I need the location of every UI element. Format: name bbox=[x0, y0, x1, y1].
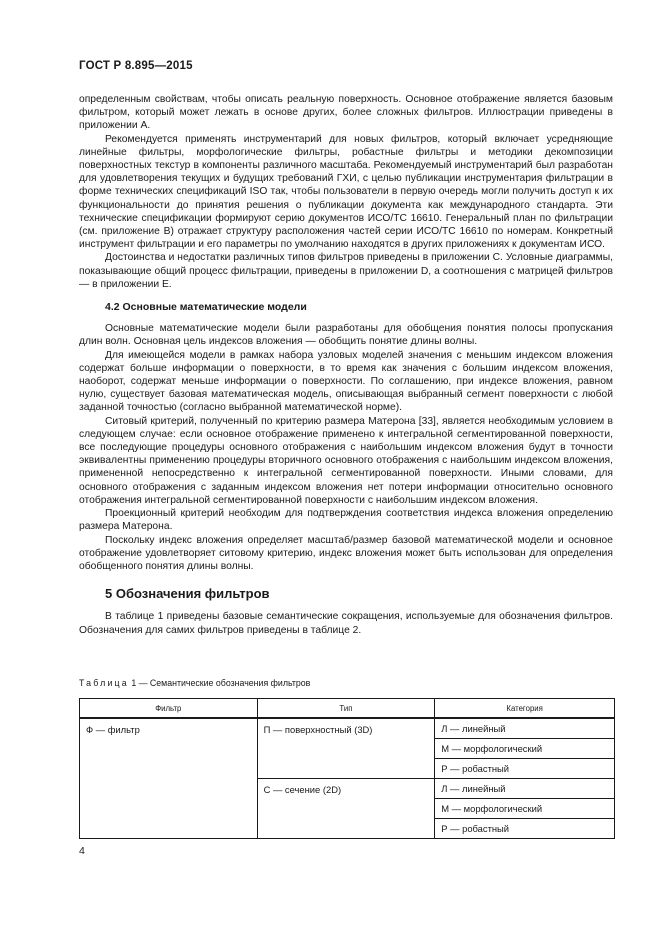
table-cell-category: Р — робастный bbox=[435, 819, 615, 839]
table-cell-type: П — поверхностный (3D) bbox=[257, 718, 435, 779]
paragraph: Основные математические модели были разработаны для обобщения понятия полосы пропускания длин волн. Основная цель индексов вложения — обобщить понятие длины волны. bbox=[79, 323, 613, 348]
page-number: 4 bbox=[79, 845, 85, 857]
table-cell-category: М — морфологический bbox=[435, 739, 615, 759]
table-cell-category: Л — линейный bbox=[435, 779, 615, 799]
table-row bbox=[80, 718, 615, 739]
paragraph: определенным свойствам, чтобы описать реальную поверхность. Основное отображение является базовым фильтром, который может лежать в основе других, более сложных фильтров. Иллюстрации приведены в приложении А. bbox=[79, 94, 613, 132]
section-title: 5 Обозначения фильтров bbox=[105, 586, 270, 602]
table-cell-category: М — морфологический bbox=[435, 799, 615, 819]
table-cell-filter: Ф — фильтр bbox=[80, 718, 258, 839]
semantic-designations-table bbox=[79, 698, 615, 839]
paragraph: Поскольку индекс вложения определяет масштаб/размер базовой математической модели и основное отображение удовлетворяет ситовому критерию, индекс вложения может быть использован для определения обобщенного понятия длины волны. bbox=[79, 534, 613, 572]
paragraph: Для имеющейся модели в рамках набора узловых моделей значения с меньшим индексом вложения содержат больше информации о поверхности, в то время как значения с большим индексом вложения, наоборот, содержат меньше информации о поверхности. По соглашению, при индексе вложения, равном нулю, существует базовая математическая модель, описывающая выбранный сегмент поверхности с любой заданной точностью (согласно выбранной математической норме). bbox=[79, 349, 613, 414]
table-cell-category: Л — линейный bbox=[435, 718, 615, 739]
paragraph: Ситовый критерий, полученный по критерию размера Матерона [33], является необходимым условием в следующем случае: если основное отображение применено к интегральной сегментированной поверхности, все последующие процедуры основного отображения с наибольшим индексом вложения будут в точности эквивалентны применению процедуры вторичного основного отображения с наибольшим индексом вложения, примененной непосредственно к интегральной сегментированной поверхности. Иными словами, для основного отображения с заданным индексом вложения нет потери информации относительно основного отображения интегральной сегментированной поверхности с наибольшим индексом вложения. bbox=[79, 415, 613, 506]
table-cell-type: С — сечение (2D) bbox=[257, 779, 435, 839]
paragraph: В таблице 1 приведены базовые семантические сокращения, используемые для обозначения фильтров. Обозначения для самих фильтров приведены в таблице 2. bbox=[79, 611, 613, 636]
paragraph: Рекомендуется применять инструментарий для новых фильтров, который включает усредняющие линейные фильтры, морфологические фильтры, робастные фильтры и методики декомпозиции поверхностных текстур в компоненты различного масштаба. Рекомендуемый инструментарий был разработан для удовлетворения текущих и будущих требований ГХИ, с целью публикации инструментария фильтрации в форме технических спецификаций ISO так, чтобы пользователи в первую очередь могли получить доступ к их функциональности до принятия решения о публикации документа как международного стандарта. Эти технические спецификации формируют серию документов ИСО/ТС 16610. Генеральный план по фильтрации (см. приложение В) отражает структуру расположения частей серии ИСО/ТС 16610 по номерам. Конкретный инструмент фильтрации и его параметры по умолчанию находятся в других приложениях к документам ИСО. bbox=[79, 133, 613, 251]
subsection-title: 4.2 Основные математические модели bbox=[105, 301, 307, 314]
table-caption-prefix: Таблица bbox=[79, 678, 129, 688]
document-body bbox=[79, 93, 613, 637]
table-cell-category: Р — робастный bbox=[435, 759, 615, 779]
table-caption bbox=[79, 678, 310, 688]
paragraph: Проекционный критерий необходим для подтверждения соответствия индекса вложения определению размера Матерона. bbox=[79, 508, 613, 533]
paragraph: Достоинства и недостатки различных типов фильтров приведены в приложении С. Условные диаграммы, показывающие общий процесс фильтрации, приведены в приложении D, а соотношения с матрицей фильтров — в приложении Е. bbox=[79, 252, 613, 290]
table-header-cell: Фильтр bbox=[80, 699, 258, 719]
table-header-cell: Тип bbox=[257, 699, 435, 719]
table-header-cell: Категория bbox=[435, 699, 615, 719]
table-caption-text: 1 — Семантические обозначения фильтров bbox=[131, 678, 311, 688]
table-header-row bbox=[80, 699, 615, 719]
document-header: ГОСТ Р 8.895—2015 bbox=[79, 60, 193, 72]
